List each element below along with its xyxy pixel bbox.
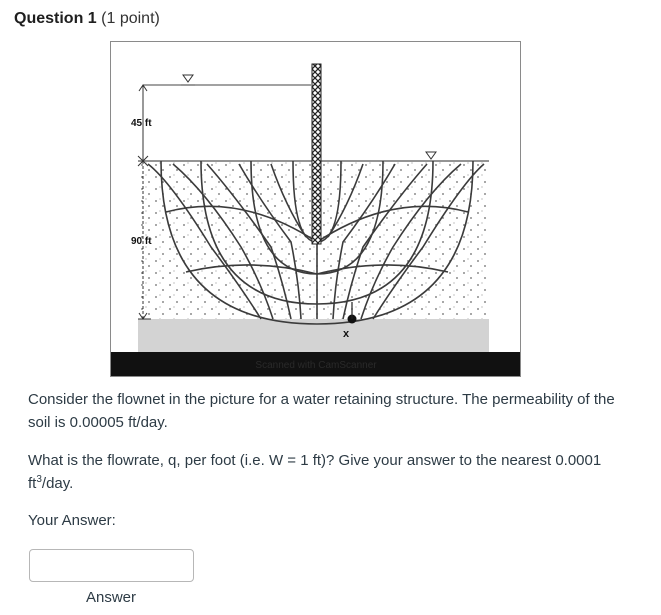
flownet-diagram — [111, 42, 520, 376]
your-answer-label: Your Answer: — [28, 512, 116, 529]
point-x-label: x — [343, 328, 350, 340]
question-title: Question 1 — [14, 10, 97, 27]
upstream-height-label: 45 ft — [131, 118, 152, 129]
units-tail: /day. — [41, 475, 74, 492]
bedrock-caption: Scanned with CamScanner — [255, 360, 377, 371]
question-points: (1 point) — [101, 10, 160, 27]
flownet-figure — [110, 41, 521, 377]
answer-input[interactable] — [29, 549, 194, 582]
answer-field-label: Answer — [86, 589, 137, 606]
units-exponent: 3 — [36, 474, 42, 485]
flowrate-question-text: What is the flowrate, q, per foot (i.e. W = 1 ft)? Give your answer to the nearest 0.0001 ft — [28, 452, 602, 492]
question-header — [14, 10, 160, 28]
soil-depth-label: 90 ft — [131, 236, 152, 247]
downstream-water-marker-icon — [426, 152, 436, 159]
upstream-water-marker-icon — [183, 75, 193, 82]
sheet-pile — [312, 64, 321, 244]
question-prompt-permeability: Consider the flownet in the picture for a water retaining structure. The permeability of the soil is 0.00005 ft/day. — [28, 391, 615, 431]
question-prompt-flowrate — [28, 449, 628, 495]
